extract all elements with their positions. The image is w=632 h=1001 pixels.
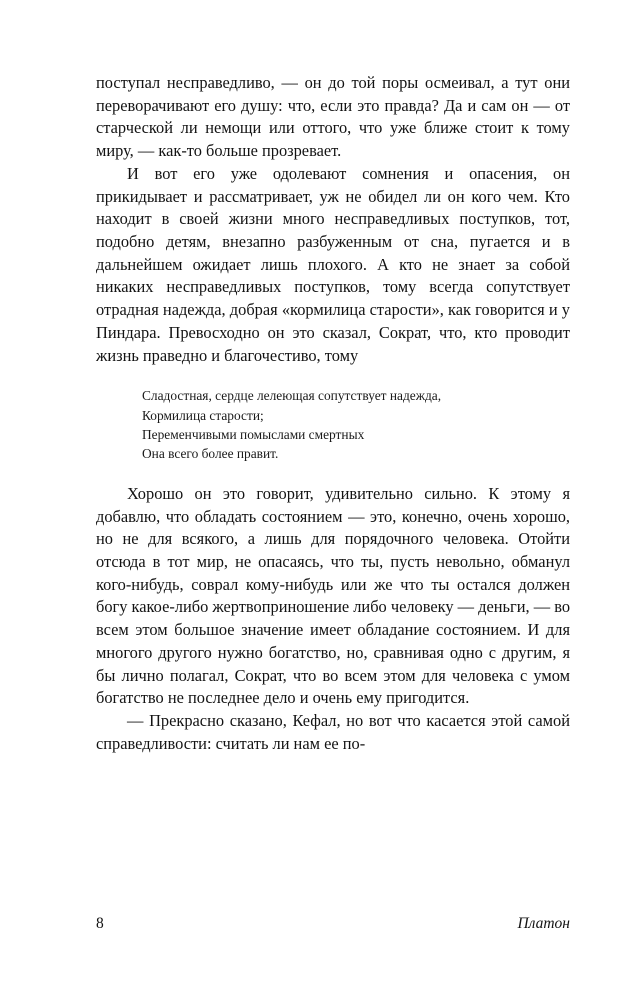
running-title: Платон <box>517 915 570 932</box>
verse-line: Сладостная, сердце лелеющая сопутствует надежда, <box>142 388 442 404</box>
verse-block <box>96 386 570 463</box>
page-footer <box>96 915 570 933</box>
verse-line: Кормилица старости; <box>142 407 264 423</box>
paragraph: И вот его уже одолевают сомнения и опасения, он прикидывает и рассматривает, уж не обидел ли он кого чем. Кто находит в своей жизни много несправедливых поступков, тот, подобно детям, внезапно разбуженным от сна, пугается и в дальнейшем ожидает лишь плохого. А кто не знает за собой никаких несправедливых поступков, тому всегда сопутствует отрадная надежда, добрая «кормилица старости», как говорится и у Пиндара. Превосходно он это сказал, Сократ, что, кто проводит жизнь праведно и благочестиво, тому <box>96 163 570 365</box>
page-number: 8 <box>96 915 104 932</box>
verse-line: Она всего более правит. <box>142 446 279 462</box>
paragraph: — Прекрасно сказано, Кефал, но вот что касается этой самой справедливости: считать ли нам ее по- <box>96 710 570 753</box>
verse-line: Переменчивыми помыслами смертных <box>142 427 365 443</box>
paragraph: поступал несправедливо, — он до той поры осмеивал, а тут они переворачивают его душу: что, если это правда? Да и сам он — от старческой ли немощи или оттого, что уже ближе стоит к тому миру, — как-то больше прозревает. <box>96 73 570 161</box>
paragraph: Хорошо он это говорит, удивительно сильно. К этому я добавлю, что обладать состоянием — это, конечно, очень хорошо, но не для всякого, а лишь для порядочного человека. Отойти отсюда в тот мир, не опасаясь, что ты, пусть невольно, обманул кого-нибудь, соврал кому-нибудь или же что ты остался должен богу какое-либо жертвоприношение либо человеку — деньги, — во всем этом большое значение имеет обладание состоянием. И для многого другого нужно богатство, но, сравнивая одно с другим, я бы лично полагал, Сократ, что во всем этом для человека с умом богатство не последнее дело и очень ему пригодится. <box>96 483 571 708</box>
page-body <box>96 72 570 755</box>
